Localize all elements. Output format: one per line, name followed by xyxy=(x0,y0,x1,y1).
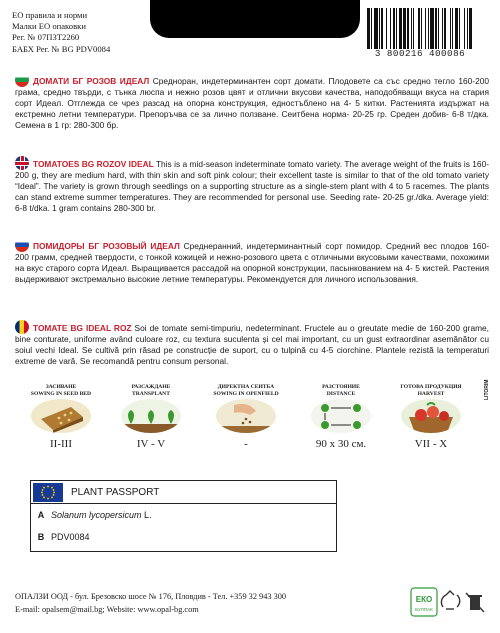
distance-icon xyxy=(311,399,371,433)
row-letter: B xyxy=(37,532,45,542)
section-text: Soi de tomate semi-timpuriu, nedeterminant. Fructele au o greutate medie de 160-200 grame, bine conturate, uniforme având culoare roz, cu textura suculenta și cel mai important, cu un gust extraordinar asemănător cu soiul vechi Ideal. Se cultivă prin răsad pe construcție de suport, cu o tulpină cu 4-5 ciorchine. Plantele rezistă la temperaturi extreme de vară. Se recomandă pentru consum personal. xyxy=(15,323,489,366)
plant-passport xyxy=(30,480,337,552)
section-text: Среднеранний, индетерминантный сорт помидор. Средний вес плодов 160- 200 грамм, средней твердости, с тонкой кожицей и нежно-розового цвета с отличными вкусовыми качествами, похожими на вкус старого сорта Идеал. Выращивается рассадой на опорной конструкции, пасынкованием на 4- 5 кистей. Растения выдерживают экстремально высокие летние температуры. Рекомендуется для личного использования. xyxy=(15,241,489,284)
step-title-en: HARVEST xyxy=(417,390,445,397)
registration-block xyxy=(12,10,110,55)
romania-flag-icon xyxy=(15,320,29,334)
contact-line: E-mail: opalsem@mail.bg; Website: www.opal-bg.com xyxy=(15,604,199,614)
reg-line: ЕО правила и норми xyxy=(12,10,88,20)
section-text: This is a mid-season indeterminate tomato variety. The average weight of the fruits is 160-200 g, they are medium hard, with thin skin and soft pink colour; their excellent taste is similar to that of the old tomato variety “Ideal”. The variety is grown through seedlings on a supporting structure as a single-stem plant with 4 to 5 racemes. The plants can stand extreme summer temperatures. They are recommended for personal use. Seeding rate- 20-25 gr./dka. Average yield: 6-8 t/dka. 1 gram contains 280-300 br. xyxy=(15,159,489,213)
eko-logo-text: ЕКО xyxy=(415,595,433,604)
passport-row-a xyxy=(31,504,336,526)
species-name: Solanum lycopersicum xyxy=(51,510,142,520)
section-bulgarian xyxy=(15,73,489,131)
step-label: IV - V xyxy=(136,438,166,450)
step-title-en: SOWING IN SEED BED xyxy=(30,390,92,397)
reg-line: Малки ЕО опаковки xyxy=(12,21,86,32)
reg-line: Рег. № 07ПЗТ2260 xyxy=(12,32,80,43)
hang-hole xyxy=(150,0,360,38)
uk-flag-icon xyxy=(15,156,29,170)
step-title-en: DISTANCE xyxy=(326,390,356,397)
step-title-bg: РАЗСАЖДАНЕ xyxy=(131,384,171,390)
step-title-bg: РАЗСТОЯНИЕ xyxy=(322,384,360,390)
section-title: ДОМАТИ БГ РОЗОВ ИДЕАЛ xyxy=(33,76,150,86)
seed-tray-icon xyxy=(31,399,91,433)
company-footer xyxy=(15,591,286,616)
species-author: L. xyxy=(141,510,152,520)
registration-code: PDV0084 xyxy=(51,532,90,542)
step-title-en: TRANSPLANT xyxy=(132,390,170,397)
barcode-bars xyxy=(350,8,490,49)
step-label: 90 х 30 cм. xyxy=(315,438,367,450)
step-transplant xyxy=(112,384,190,450)
passport-title: PLANT PASSPORT xyxy=(71,486,160,498)
address-line: ОПАЛЗИ ООД - бул. Брезовско шосе № 176, Пловдив - Тел. +359 32 943 300 xyxy=(15,592,287,601)
step-label: VII - X xyxy=(414,438,448,450)
step-title-en: SOWING IN OPENFIELD xyxy=(213,390,279,397)
step-title-bg: ЗАСИВАНЕ xyxy=(45,384,77,390)
harvest-icon xyxy=(401,399,461,433)
row-letter: A xyxy=(37,510,45,520)
step-direct-sowing xyxy=(207,384,285,450)
recycle-icon xyxy=(441,591,459,609)
step-title-bg: ГОТОВА ПРОДУКЦИЯ xyxy=(400,384,462,390)
step-distance xyxy=(302,384,380,450)
bulgaria-flag-icon xyxy=(15,73,29,87)
step-label: - xyxy=(244,438,248,450)
side-mark: LITORIM xyxy=(484,379,490,400)
eko-logo-sub: БУЛПАК xyxy=(415,607,433,612)
step-sowing-seed-bed xyxy=(22,384,100,450)
section-title: TOMATOES BG ROZOV IDEAL xyxy=(33,159,154,169)
section-english xyxy=(15,156,489,214)
bin-icon xyxy=(466,593,484,612)
seedling-icon xyxy=(121,399,181,433)
barcode xyxy=(350,8,490,58)
eu-flag-icon xyxy=(33,483,63,502)
logo-group xyxy=(410,587,495,617)
step-label: II-III xyxy=(50,438,72,450)
section-romanian xyxy=(15,320,489,367)
section-title: ПОМИДОРЫ БГ РОЗОВЫЙ ИДЕАЛ xyxy=(33,241,180,251)
step-title-bg: ДИРЕКТНА СЕИТБА xyxy=(217,384,275,390)
barcode-number: 3 800216 400086 xyxy=(374,48,466,59)
growing-steps xyxy=(22,384,482,474)
hand-sowing-icon xyxy=(216,399,276,433)
passport-row-b xyxy=(31,526,336,548)
russia-flag-icon xyxy=(15,238,29,252)
section-title: TOMATE BG IDEAL ROZ xyxy=(33,323,132,333)
section-russian xyxy=(15,238,489,285)
reg-line: БАБХ Рег. № BG PDV0084 xyxy=(12,43,111,54)
section-text: Средноран, индетерминантен сорт домати. Плодовете са със средно тегло 160-200 грама, средно твърди, с тънка люспа и нежно розов цвят и отлични вкусови качества, наподобяващи вкуса на стария сорт Идеал. Отглежда се чрез разсад на опорна конструкция, едностъблено на 4- 5 китки. Растенията издържат на екстремно летни температури. Препоръчва се за лично ползване. Сеитбена норма- 20-25 гр. Среден добив- 6-8 т/дка. Семена в 1 гр: 280-300 бр. xyxy=(15,76,489,130)
step-harvest xyxy=(392,384,470,450)
